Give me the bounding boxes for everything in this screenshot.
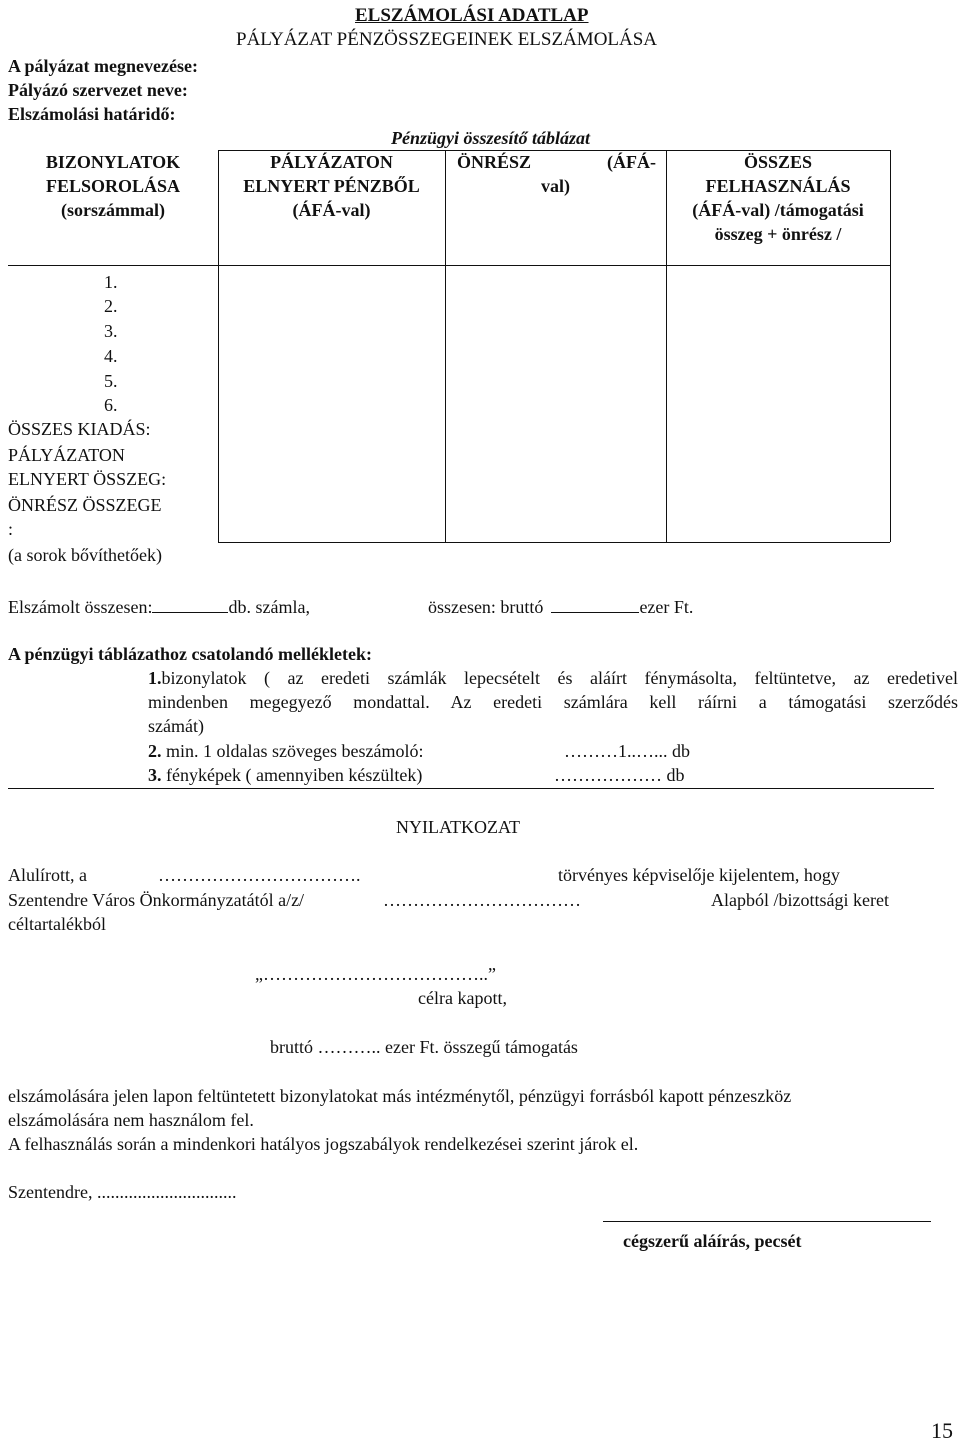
row-note-expandable: (a sorok bővíthetőek) bbox=[8, 545, 162, 565]
invoice-count-blank[interactable] bbox=[152, 594, 228, 613]
section-divider bbox=[8, 788, 934, 789]
gross-amount-blank[interactable] bbox=[551, 594, 639, 613]
organization-name-label: Pályázó szervezet neve: bbox=[8, 80, 188, 100]
project-name-label: A pályázat megnevezése: bbox=[8, 56, 198, 76]
column-header-documents: BIZONYLATOK FELSOROLÁSA (sorszámmal) bbox=[45, 152, 181, 220]
attachment-item-1-line3: számát) bbox=[148, 716, 204, 736]
document-title: ELSZÁMOLÁSI ADATLAP bbox=[355, 5, 589, 26]
attachments-heading: A pénzügyi táblázathoz csatolandó mellékletek: bbox=[8, 644, 372, 664]
table-bottom-border bbox=[218, 542, 890, 543]
fund-name-blank[interactable]: …………………………… bbox=[383, 890, 581, 910]
column-header-own-contribution: ÖNRÉSZ (ÁFÁ- val) bbox=[457, 152, 656, 196]
signature-label: cégszerű aláírás, pecsét bbox=[623, 1231, 802, 1251]
signature-line[interactable] bbox=[603, 1221, 931, 1222]
settled-total-line: Elszámolt összesen: db. számla, összesen: bruttó ezer Ft. bbox=[8, 594, 693, 619]
attachment-item-1-line2: mindenben megegyező mondattal. Az eredeti számlára kell ráírni a támogatási szerződés bbox=[148, 692, 958, 712]
representative-name-blank[interactable]: ……………………………. bbox=[158, 865, 361, 885]
declaration-paragraph-line-1: elszámolására jelen lapon feltüntetett bizonylatokat más intézménytől, pénzügyi forrásból kapott pénzeszköz bbox=[8, 1086, 792, 1106]
declaration-line-1-end: törvényes képviselője kijelentem, hogy bbox=[558, 865, 840, 885]
table-caption: Pénzügyi összesítő táblázat bbox=[391, 128, 591, 148]
purpose-blank[interactable]: „………………………………..” bbox=[255, 964, 496, 984]
place-date-line[interactable]: Szentendre, ............................... bbox=[8, 1182, 237, 1202]
page-number: 15 bbox=[931, 1418, 953, 1443]
row-label-3: 3. bbox=[104, 321, 118, 341]
row-label-6: 6. bbox=[104, 395, 118, 415]
declaration-line-1-start: Alulírott, a bbox=[8, 865, 87, 885]
attachment-item-1-line1: 1.bizonylatok ( az eredeti számlák lepecsételt és aláírt fénymásolta, feltüntetve, az eredetivel bbox=[148, 668, 958, 688]
purpose-label: célra kapott, bbox=[418, 988, 507, 1008]
row-label-4: 4. bbox=[104, 346, 118, 366]
table-right-border bbox=[890, 150, 891, 542]
attachment-item-2-count[interactable]: ………1..…... db bbox=[564, 741, 690, 761]
table-column-divider bbox=[445, 150, 446, 542]
attachment-item-2: 2. min. 1 oldalas szöveges beszámoló: bbox=[148, 741, 424, 761]
column-header-total-usage: ÖSSZES FELHASZNÁLÁS (ÁFÁ-val) /támogatási összeg + önrész / bbox=[692, 152, 864, 244]
declaration-paragraph-line-2: elszámolására nem használom fel. bbox=[8, 1110, 254, 1130]
column-header-grant-amount: PÁLYÁZATON ELNYERT PÉNZBŐL (ÁFÁ-val) bbox=[243, 152, 420, 220]
declaration-paragraph-2: A felhasználás során a mindenkori hatályos jogszabályok rendelkezései szerint járok el. bbox=[8, 1134, 639, 1154]
attachment-item-3-count[interactable]: ……………… db bbox=[554, 765, 685, 785]
document-subtitle: PÁLYÁZAT PÉNZÖSSZEGEINEK ELSZÁMOLÁSA bbox=[236, 29, 658, 50]
declaration-line-2-end: Alapból /bizottsági keret bbox=[711, 890, 889, 910]
grant-amount-line[interactable]: bruttó ……….. ezer Ft. összegű támogatás bbox=[270, 1037, 578, 1057]
attachment-item-3: 3. fényképek ( amennyiben készültek) bbox=[148, 765, 423, 785]
row-label-5: 5. bbox=[104, 371, 118, 391]
row-label-own-contribution: ÖNRÉSZ ÖSSZEGE bbox=[8, 495, 162, 515]
declaration-heading: NYILATKOZAT bbox=[396, 817, 520, 837]
declaration-line-2-start: Szentendre Város Önkormányzatától a/z/ bbox=[8, 890, 305, 910]
declaration-line-3: céltartalékból bbox=[8, 914, 106, 934]
deadline-label: Elszámolási határidő: bbox=[8, 104, 176, 124]
row-label-2: 2. bbox=[104, 296, 118, 316]
row-label-1: 1. bbox=[104, 272, 118, 292]
row-label-grant-won: PÁLYÁZATON bbox=[8, 445, 125, 465]
row-label-colon: : bbox=[8, 519, 14, 539]
row-label-grant-won-amount: ELNYERT ÖSSZEG: bbox=[8, 469, 167, 489]
row-label-total-expenses: ÖSSZES KIADÁS: bbox=[8, 419, 151, 439]
table-header-divider bbox=[8, 265, 890, 266]
